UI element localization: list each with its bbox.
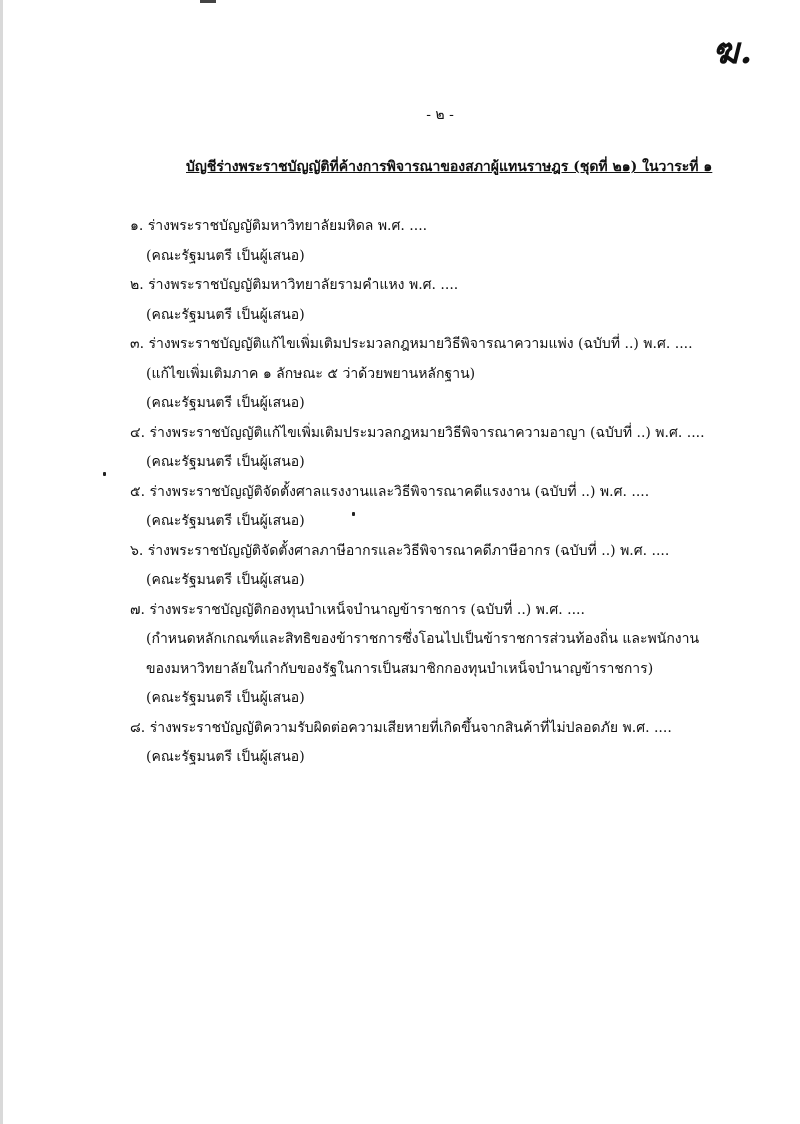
bill-proposer: (คณะรัฐมนตรี เป็นผู้เสนอ) <box>146 690 305 706</box>
document-title: บัญชีร่างพระราชบัญญัติที่ค้างการพิจารณาของสภาผู้แทนราษฎร (ชุดที่ ๒๑) ในวาระที่ ๑ <box>186 159 713 175</box>
bill-proposer: (คณะรัฐมนตรี เป็นผู้เสนอ) <box>146 454 305 470</box>
bill-note: (กำหนดหลักเกณฑ์และสิทธิของข้าราชการซึ่งโอนไปเป็นข้าราชการส่วนท้องถิ่น และพนักงาน <box>146 631 700 647</box>
bill-proposer: (คณะรัฐมนตรี เป็นผู้เสนอ) <box>146 749 305 765</box>
bill-item <box>130 330 730 419</box>
bill-item <box>130 596 730 714</box>
bill-list <box>130 212 730 773</box>
scan-edge-top <box>200 0 216 3</box>
bill-title: ๔. ร่างพระราชบัญญัติแก้ไขเพิ่มเติมประมวลกฎหมายวิธีพิจารณาความอาญา (ฉบับที่ ..) พ.ศ. .... <box>130 424 705 441</box>
bill-item <box>130 212 730 271</box>
bill-item <box>130 537 730 596</box>
bill-proposer: (คณะรัฐมนตรี เป็นผู้เสนอ) <box>146 306 305 323</box>
bill-proposer: (คณะรัฐมนตรี เป็นผู้เสนอ) <box>146 513 305 529</box>
bill-title: ๓. ร่างพระราชบัญญัติแก้ไขเพิ่มเติมประมวลกฎหมายวิธีพิจารณาความแพ่ง (ฉบับที่ ..) พ.ศ. .... <box>130 336 693 352</box>
scan-speck <box>103 472 106 476</box>
page-number: - ๒ - <box>426 107 454 123</box>
bill-title: ๕. ร่างพระราชบัญญัติจัดตั้งศาลแรงงานและวิธีพิจารณาคดีแรงงาน (ฉบับที่ ..) พ.ศ. .... <box>130 483 650 500</box>
bill-title: ๒. ร่างพระราชบัญญัติมหาวิทยาลัยรามคำแหง พ.ศ. .... <box>130 277 459 293</box>
bill-title: ๗. ร่างพระราชบัญญัติกองทุนบำเหน็จบำนาญข้าราชการ (ฉบับที่ ..) พ.ศ. .... <box>130 601 585 618</box>
bill-proposer: (คณะรัฐมนตรี เป็นผู้เสนอ) <box>146 395 305 411</box>
bill-item <box>130 714 730 773</box>
scan-speck <box>352 512 355 516</box>
bill-item <box>130 271 730 330</box>
bill-item <box>130 478 730 537</box>
handwritten-corner-mark: ฆ. <box>712 30 754 72</box>
bill-item <box>130 419 730 478</box>
bill-title: ๖. ร่างพระราชบัญญัติจัดตั้งศาลภาษีอากรและวิธีพิจารณาคดีภาษีอากร (ฉบับที่ ..) พ.ศ. .... <box>130 542 670 559</box>
bill-proposer: (คณะรัฐมนตรี เป็นผู้เสนอ) <box>146 572 305 588</box>
bill-note: ของมหาวิทยาลัยในกำกับของรัฐในการเป็นสมาชิกกองทุนบำเหน็จบำนาญข้าราชการ) <box>146 660 654 677</box>
bill-proposer: (คณะรัฐมนตรี เป็นผู้เสนอ) <box>146 247 305 264</box>
bill-title: ๘. ร่างพระราชบัญญัติความรับผิดต่อความเสียหายที่เกิดขึ้นจากสินค้าที่ไม่ปลอดภัย พ.ศ. .... <box>130 719 672 736</box>
bill-title: ๑. ร่างพระราชบัญญัติมหาวิทยาลัยมหิดล พ.ศ. .... <box>130 218 428 234</box>
bill-note: (แก้ไขเพิ่มเติมภาค ๑ ลักษณะ ๕ ว่าด้วยพยานหลักฐาน) <box>146 365 476 382</box>
scan-edge-left <box>0 0 3 1124</box>
